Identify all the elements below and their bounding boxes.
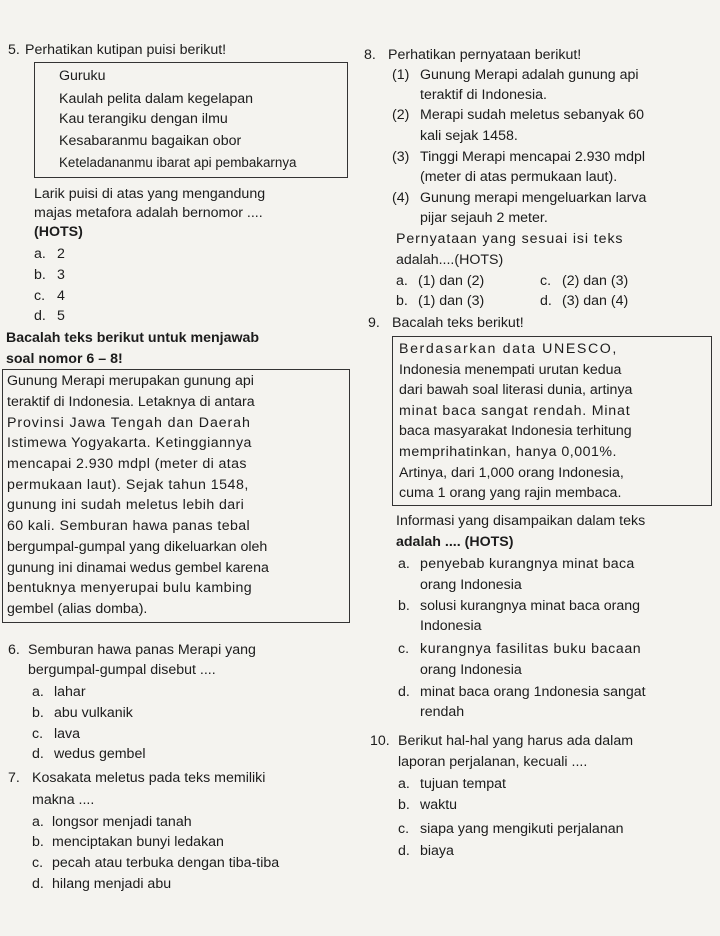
option-text: 3: [57, 267, 65, 283]
option-text: waktu: [420, 797, 458, 813]
option-text: (3) dan (4): [562, 293, 629, 309]
q5-question-line: Larik puisi di atas yang mengandung: [34, 186, 266, 202]
option-text: orang Indonesia: [420, 577, 522, 593]
passage-line: permukaan laut). Sejak tahun 1548,: [7, 477, 249, 493]
option-text: longsor menjadi tanah: [52, 814, 192, 830]
option-letter: b.: [398, 598, 410, 614]
q9-box-line: memprihatinkan, hanya 0,001%.: [399, 444, 617, 460]
option-letter: a.: [32, 684, 44, 700]
statement-line: (meter di atas permukaan laut).: [420, 169, 618, 185]
q9-text-box: [392, 336, 712, 506]
poem-box: [34, 62, 348, 178]
option-letter: a.: [398, 556, 410, 572]
statement-line: kali sejak 1458.: [420, 128, 518, 144]
q5-hots-tag: (HOTS): [34, 224, 83, 240]
option-letter: d.: [398, 684, 410, 700]
option-text: rendah: [420, 704, 465, 720]
passage-line: Provinsi Jawa Tengah dan Daerah: [7, 415, 251, 431]
option-text: 2: [57, 246, 65, 262]
q9-question-line: Informasi yang disampaikan dalam teks: [396, 513, 646, 529]
passage-line: bentuknya menyerupai bulu kambing: [7, 580, 253, 596]
q7-number: 7.: [8, 770, 20, 786]
q9-box-line: Berdasarkan data UNESCO,: [399, 341, 618, 357]
option-letter: c.: [398, 641, 410, 657]
option-letter: b.: [32, 834, 44, 850]
q5-question-line: majas metafora adalah bernomor ....: [34, 205, 263, 221]
statement-line: Gunung merapi mengeluarkan larva: [420, 190, 647, 206]
option-letter: d.: [32, 876, 44, 892]
statement-line: Merapi sudah meletus sebanyak 60: [420, 107, 644, 123]
option-text: siapa yang mengikuti perjalanan: [420, 821, 624, 837]
q10-line: laporan perjalanan, kecuali ....: [398, 754, 588, 770]
passage-line: Gunung Merapi merupakan gunung api: [7, 373, 254, 389]
q8-question-line: adalah....(HOTS): [396, 252, 504, 268]
option-letter: c.: [32, 726, 44, 742]
q8-prompt: Perhatikan pernyataan berikut!: [388, 47, 582, 63]
option-text: orang Indonesia: [420, 662, 522, 678]
passage-instruction: Bacalah teks berikut untuk menjawab: [6, 330, 260, 346]
q8-number: 8.: [364, 47, 376, 63]
passage-line: mencapai 2.930 mdpl (meter di atas: [7, 456, 247, 472]
option-text: abu vulkanik: [54, 705, 133, 721]
option-text: tujuan tempat: [420, 776, 506, 792]
q9-prompt: Bacalah teks berikut!: [392, 315, 524, 331]
q8-question-line: Pernyataan yang sesuai isi teks: [396, 231, 624, 247]
option-letter: a.: [396, 273, 408, 289]
option-letter: d.: [540, 293, 552, 309]
q9-number: 9.: [368, 315, 380, 331]
q5-prompt: Perhatikan kutipan puisi berikut!: [25, 42, 227, 58]
option-text: lava: [54, 726, 81, 742]
option-text: menciptakan bunyi ledakan: [52, 834, 224, 850]
q9-box-line: Artinya, dari 1,000 orang Indonesia,: [399, 465, 624, 481]
q7-line: Kosakata meletus pada teks memiliki: [32, 770, 266, 786]
option-letter: c.: [34, 288, 46, 304]
option-text: 4: [57, 288, 65, 304]
option-text: lahar: [54, 684, 86, 700]
statement-number: (2): [392, 107, 410, 123]
option-text: (1) dan (3): [418, 293, 485, 309]
option-letter: d.: [398, 843, 410, 859]
poem-line: Kesabaranmu bagaikan obor: [59, 133, 242, 149]
statement-line: pijar sejauh 2 meter.: [420, 210, 548, 226]
statement-number: (1): [392, 67, 410, 83]
poem-line: Keteladananmu ibarat api pembakarnya: [59, 155, 297, 170]
option-letter: d.: [32, 746, 44, 762]
option-text: solusi kurangnya minat baca orang: [420, 598, 641, 614]
option-letter: a.: [398, 776, 410, 792]
statement-number: (4): [392, 190, 410, 206]
option-text: 5: [57, 308, 65, 324]
passage-line: bergumpal-gumpal yang dikeluarkan oleh: [7, 539, 268, 555]
passage-line: gembel (alias domba).: [7, 601, 148, 617]
statement-line: teraktif di Indonesia.: [420, 87, 547, 103]
q9-question-line: adalah .... (HOTS): [396, 534, 514, 550]
passage-line: gunung ini dinamai wedus gembel karena: [7, 560, 269, 576]
option-letter: b.: [398, 797, 410, 813]
statement-number: (3): [392, 149, 410, 165]
statement-line: Tinggi Merapi mencapai 2.930 mdpl: [420, 149, 646, 165]
q10-line: Berikut hal-hal yang harus ada dalam: [398, 733, 634, 749]
passage-line: Istimewa Yogyakarta. Ketinggiannya: [7, 435, 252, 451]
q10-number: 10.: [370, 733, 390, 749]
q6-line: Semburan hawa panas Merapi yang: [28, 642, 256, 658]
q9-box-line: dari bawah soal literasi dunia, artinya: [399, 382, 633, 398]
option-letter: c.: [540, 273, 552, 289]
statement-line: Gunung Merapi adalah gunung api: [420, 67, 639, 83]
passage-line: gunung ini sudah meletus lebih dari: [7, 497, 245, 513]
option-text: minat baca orang 1ndonesia sangat: [420, 684, 646, 700]
q7-line: makna ....: [32, 792, 95, 808]
option-text: wedus gembel: [54, 746, 146, 762]
q9-box-line: minat baca sangat rendah. Minat: [399, 403, 631, 419]
passage-box: [2, 369, 350, 623]
option-text: kurangnya fasilitas buku bacaan: [420, 641, 642, 657]
q6-number: 6.: [8, 642, 20, 658]
option-letter: a.: [34, 246, 46, 262]
option-letter: b.: [396, 293, 408, 309]
passage-line: 60 kali. Semburan hawa panas tebal: [7, 518, 251, 534]
option-letter: d.: [34, 308, 46, 324]
option-text: (2) dan (3): [562, 273, 629, 289]
option-letter: b.: [32, 705, 44, 721]
q9-box-line: baca masyarakat Indonesia terhitung: [399, 423, 632, 439]
option-text: pecah atau terbuka dengan tiba-tiba: [52, 855, 280, 871]
poem-line: Kau terangiku dengan ilmu: [59, 111, 228, 127]
option-text: penyebab kurangnya minat baca: [420, 556, 635, 572]
poem-line: Guruku: [59, 68, 106, 84]
option-letter: a.: [32, 814, 44, 830]
passage-instruction: soal nomor 6 – 8!: [6, 351, 123, 367]
option-letter: b.: [34, 267, 46, 283]
q9-box-line: cuma 1 orang yang rajin membaca.: [399, 485, 622, 501]
option-letter: c.: [398, 821, 410, 837]
poem-line: Kaulah pelita dalam kegelapan: [59, 91, 254, 107]
option-text: hilang menjadi abu: [52, 876, 172, 892]
option-text: Indonesia: [420, 618, 482, 634]
option-text: biaya: [420, 843, 454, 859]
option-letter: c.: [32, 855, 44, 871]
q6-line: bergumpal-gumpal disebut ....: [28, 662, 216, 678]
option-text: (1) dan (2): [418, 273, 485, 289]
q5-number: 5.: [8, 42, 20, 58]
q9-box-line: Indonesia menempati urutan kedua: [399, 362, 622, 378]
passage-line: teraktif di Indonesia. Letaknya di antara: [7, 394, 255, 410]
